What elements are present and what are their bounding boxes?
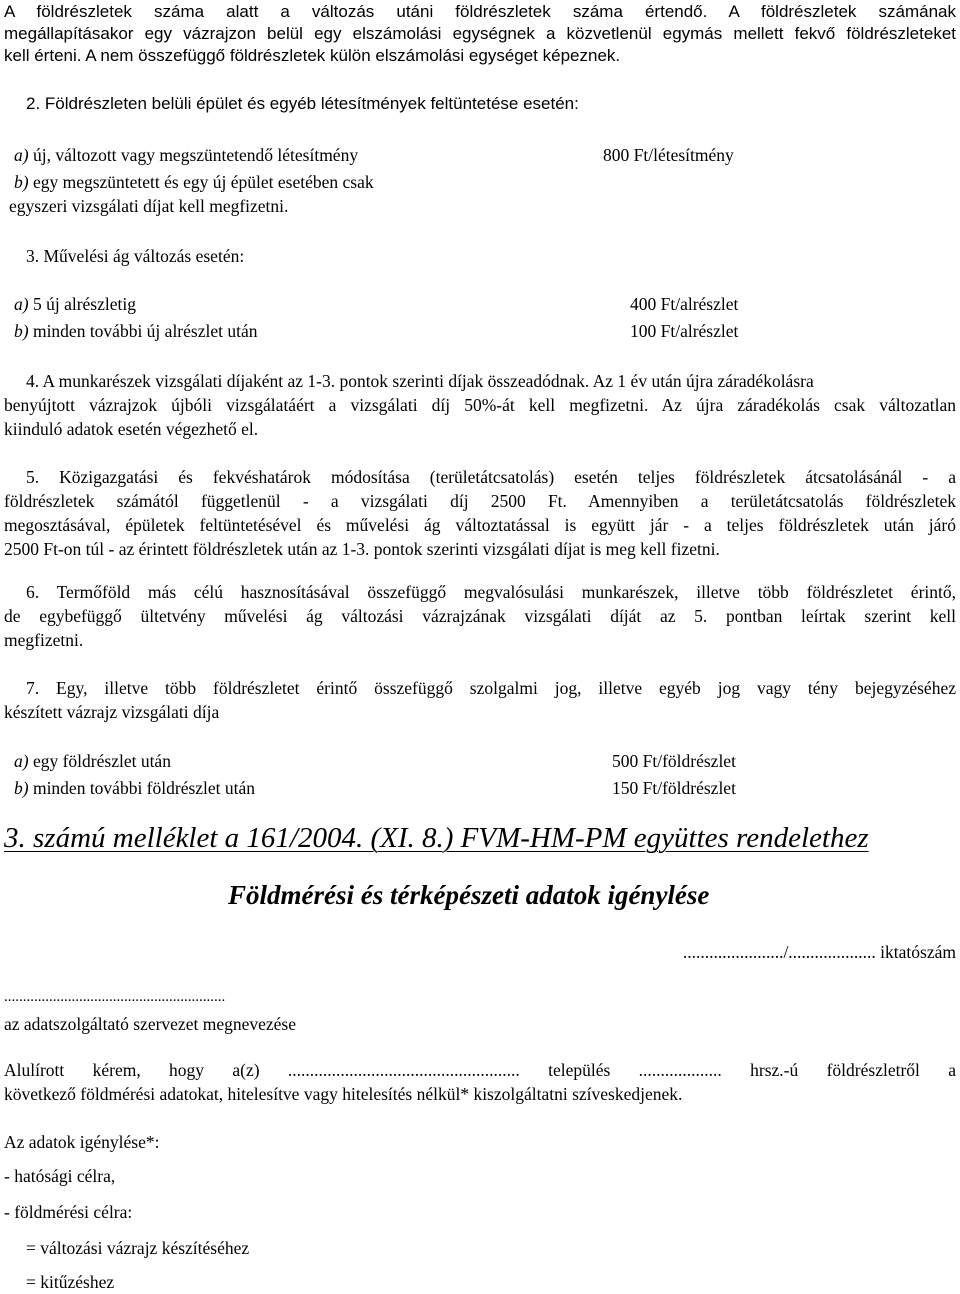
item-marker: b) — [14, 778, 29, 798]
item-marker: a) — [14, 751, 29, 771]
section-2-item-b — [14, 170, 374, 194]
section-5-line-2: földrészletek számától függetlenül - a vizsgálati díj 2500 Ft. Amennyiben a területátcsatolás földrészletek — [4, 491, 956, 511]
section-3-item-a-fee: 400 Ft/alrészlet — [630, 294, 739, 314]
item-marker: a) — [14, 145, 29, 165]
section-7-item-a — [14, 749, 171, 773]
section-7-item-b — [14, 776, 255, 800]
section-7-line-1: 7. Egy, illetve több földrészletet érintő összefüggő szolgalmi jog, illetve egyéb jog vagy tény bejegyzéséhez — [26, 678, 956, 698]
request-line-1: Alulírott kérem, hogy a(z) ..................................................... település ................... hrsz.-ú földrészletről a — [4, 1060, 956, 1080]
item-marker: a) — [14, 294, 29, 314]
section-3-item-b-fee: 100 Ft/alrészlet — [630, 321, 739, 341]
section-3-item-b — [14, 319, 257, 343]
purpose-item-1: - hatósági célra, — [4, 1166, 116, 1186]
section-4-line-2: benyújtott vázrajzok újbóli vizsgálatáért a vizsgálati díj 50%-át kell megfizetni. Az újra záradékolás csak változatlan — [4, 395, 956, 415]
section-4-line-1: 4. A munkarészek vizsgálati díjaként az 1-3. pontok szerinti díjak összeadódnak. Az 1 év után újra záradékolásra — [26, 371, 814, 391]
purpose-item-2: - földmérési célra: — [4, 1202, 133, 1222]
item-marker: b) — [14, 321, 29, 341]
item-text: egy földrészlet után — [32, 751, 171, 771]
section-6-line-1: 6. Termőföld más célú hasznosításával összefüggő megvalósulási munkarészek, illetve több földrészletet érintő, — [26, 582, 956, 602]
section-5-line-1: 5. Közigazgatási és fekvéshatárok módosítása (területátcsatolás) esetén teljes földrészletek átcsatolásánál - a — [26, 467, 956, 487]
purpose-item-2a: = változási vázrajz készítéséhez — [26, 1238, 250, 1258]
item-text: 5 új alrészletig — [32, 294, 136, 314]
section-7-item-b-fee: 150 Ft/földrészlet — [612, 778, 736, 798]
section-3-item-a — [14, 292, 136, 316]
section-6-line-2: de egybefüggő ültetvény művelési ág változási vázrajzának vizsgálati díját az 5. pontban leírtak szerint kell — [4, 606, 956, 626]
section-4-line-3: kiinduló adatok esetén végezhető el. — [4, 419, 259, 439]
item-text: minden további új alrészlet után — [32, 321, 258, 341]
filing-number: ......................./.................... iktatószám — [682, 942, 956, 962]
section-6-line-3: megfizetni. — [4, 630, 84, 650]
section-7-line-2: készített vázrajz vizsgálati díja — [4, 702, 220, 722]
section-2-item-b-cont: egyszeri vizsgálati díjat kell megfizetni. — [9, 196, 289, 216]
org-label: az adatszolgáltató szervezet megnevezése — [4, 1014, 296, 1034]
intro-line-3: kell érteni. A nem összefüggő földrészletek külön elszámolási egységet képeznek. — [4, 46, 621, 65]
intro-line-2: megállapításakor egy vázrajzon belül egy elszámolási egységnek a közvetlenül egymás mellett fekvő földrészleteket — [4, 24, 956, 43]
item-text: új, változott vagy megszüntetendő létesítmény — [32, 145, 359, 165]
item-marker: b) — [14, 172, 29, 192]
section-2-item-a-fee: 800 Ft/létesítmény — [603, 145, 734, 165]
org-dots: ........................................................... — [4, 989, 226, 1005]
item-text: minden további földrészlet után — [32, 778, 256, 798]
intro-line-1: A földrészletek száma alatt a változás utáni földrészletek száma értendő. A földrészletek számának — [4, 2, 956, 21]
section-2-title: 2. Földrészleten belüli épület és egyéb létesítmények feltüntetése esetén: — [26, 94, 579, 113]
section-7-item-a-fee: 500 Ft/földrészlet — [612, 751, 736, 771]
annex-title: Földmérési és térképészeti adatok igénylése — [228, 880, 710, 910]
purpose-item-2b: = kitűzéshez — [26, 1272, 115, 1292]
section-5-line-4: 2500 Ft-on túl - az érintett földrészletek után az 1-3. pontok szerinti vizsgálati díjat is meg kell fizetni. — [4, 539, 720, 559]
section-3-title: 3. Művelési ág változás esetén: — [26, 246, 245, 266]
annex-heading: 3. számú melléklet a 161/2004. (XI. 8.) FVM-HM-PM együttes rendelethez — [4, 822, 869, 854]
item-text: egy megszüntetett és egy új épület esetében csak — [32, 172, 374, 192]
section-5-line-3: megosztásával, épületek feltüntetésével és művelési ág változtatással is együtt jár - a teljes földrészletek után járó — [4, 515, 956, 535]
request-line-2: következő földmérési adatokat, hitelesítve vagy hitelesítés nélkül* kiszolgáltatni szíveskedjenek. — [4, 1084, 683, 1104]
section-2-item-a — [14, 143, 358, 167]
purpose-label: Az adatok igénylése*: — [4, 1132, 160, 1152]
